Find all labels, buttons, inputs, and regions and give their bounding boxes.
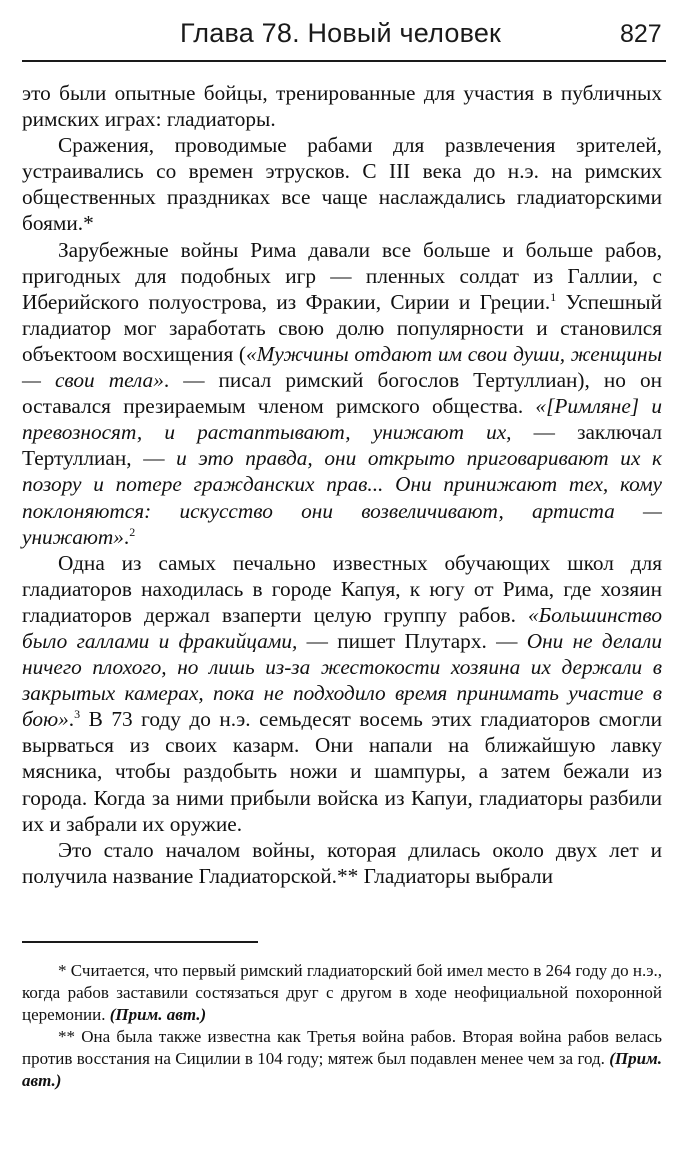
text-run: * Считается, что первый римский гладиаторский бой имел место в 264 году до н.э., когда рабов заставили состязаться друг с другом в ходе неофициальной похоронной церемонии. (22, 961, 662, 1024)
paragraph (22, 80, 662, 132)
text-run: Сражения, проводимые рабами для развлечения зрителей, устраивались со времен этрусков. С III века до н.э. на римских общественных праздниках все чаще наслаждались гладиаторскими боями.* (22, 133, 662, 236)
text-run: это были опытные бойцы, тренированные для участия в публичных римских играх: гладиаторы. (22, 81, 662, 132)
text-run: . — писал римский богослов Тертуллиан), но он оставался презираемым членом римского общества. (22, 368, 662, 419)
footnote (22, 1026, 662, 1092)
quotation-text: (Прим. авт.) (22, 1049, 662, 1090)
footnote-ref: 2 (129, 524, 136, 539)
footnote-separator (22, 941, 258, 943)
quotation-text: (Прим. авт.) (109, 1005, 207, 1024)
text-run: — заключал Тертуллиан, — (22, 420, 662, 471)
header-rule (22, 60, 666, 62)
footnote-ref: 3 (74, 707, 81, 722)
paragraph (22, 132, 662, 236)
quotation-text: и это правда, они открыто приговаривают их к позору и потере гражданских прав... Они принижают тех, кому поклоняются: искусство они возвеличивают, артиста — унижают» (22, 446, 662, 549)
footnote-ref: 1 (550, 289, 557, 304)
text-run: Успешный гладиатор мог заработать свою долю популярности и становился объектоом восхищения ( (22, 289, 662, 366)
footnote (22, 960, 662, 1026)
text-run: — пишет Плутарх. — (297, 628, 527, 653)
paragraph (22, 237, 662, 550)
running-header (0, 12, 693, 60)
text-run: . (68, 707, 75, 732)
text-run: ** Она была также известна как Третья война рабов. Вторая война рабов велась против восстания на Сицилии в 104 году; мятеж был подавлен менее чем за год. (22, 1027, 662, 1068)
quotation-text: «Большинство было галлами и фракийцами, (22, 602, 662, 653)
paragraph (22, 550, 662, 837)
text-run: Зарубежные войны Рима давали все больше и больше рабов, пригодных для подобных игр — пленных солдат из Галлии, с Иберийского полуострова, из Фракии, Сирии и Греции. (22, 237, 662, 314)
body-text (22, 80, 662, 889)
paragraph (22, 837, 662, 889)
text-run: В 73 году до н.э. семьдесят восемь этих гладиаторов смогли вырваться из своих казарм. Они напали на ближайшую лавку мясника, чтобы раздобыть ножи и шампуры, а затем бежали из города. Когда за ними прибыли войска из Капуи, гладиаторы разбили их и забрали их оружие. (22, 707, 662, 836)
page-number: 827 (620, 20, 662, 48)
quotation-text: «Мужчины отдают им свои души, женщины — свои тела» (22, 341, 662, 393)
chapter-title: Глава 78. Новый человек (180, 18, 502, 48)
text-run: Одна из самых печально известных обучающих школ для гладиаторов находилась в городе Капуя, к югу от Рима, где хозяин гладиаторов держал взаперти целую группу рабов. (22, 550, 662, 627)
quotation-text: «[Римляне] и превозносят, и растаптывают, унижают их, (22, 394, 662, 445)
footnotes (22, 960, 662, 1092)
text-run: Это стало началом войны, которая длилась около двух лет и получила название Гладиаторской.** Гладиаторы выбрали (22, 837, 662, 888)
text-run: . (123, 524, 130, 549)
quotation-text: Они не делали ничего плохого, но лишь из-за жестокости хозяина их держали в закрытых камерах, пока не подходило время принимать участие в бою» (22, 628, 662, 732)
